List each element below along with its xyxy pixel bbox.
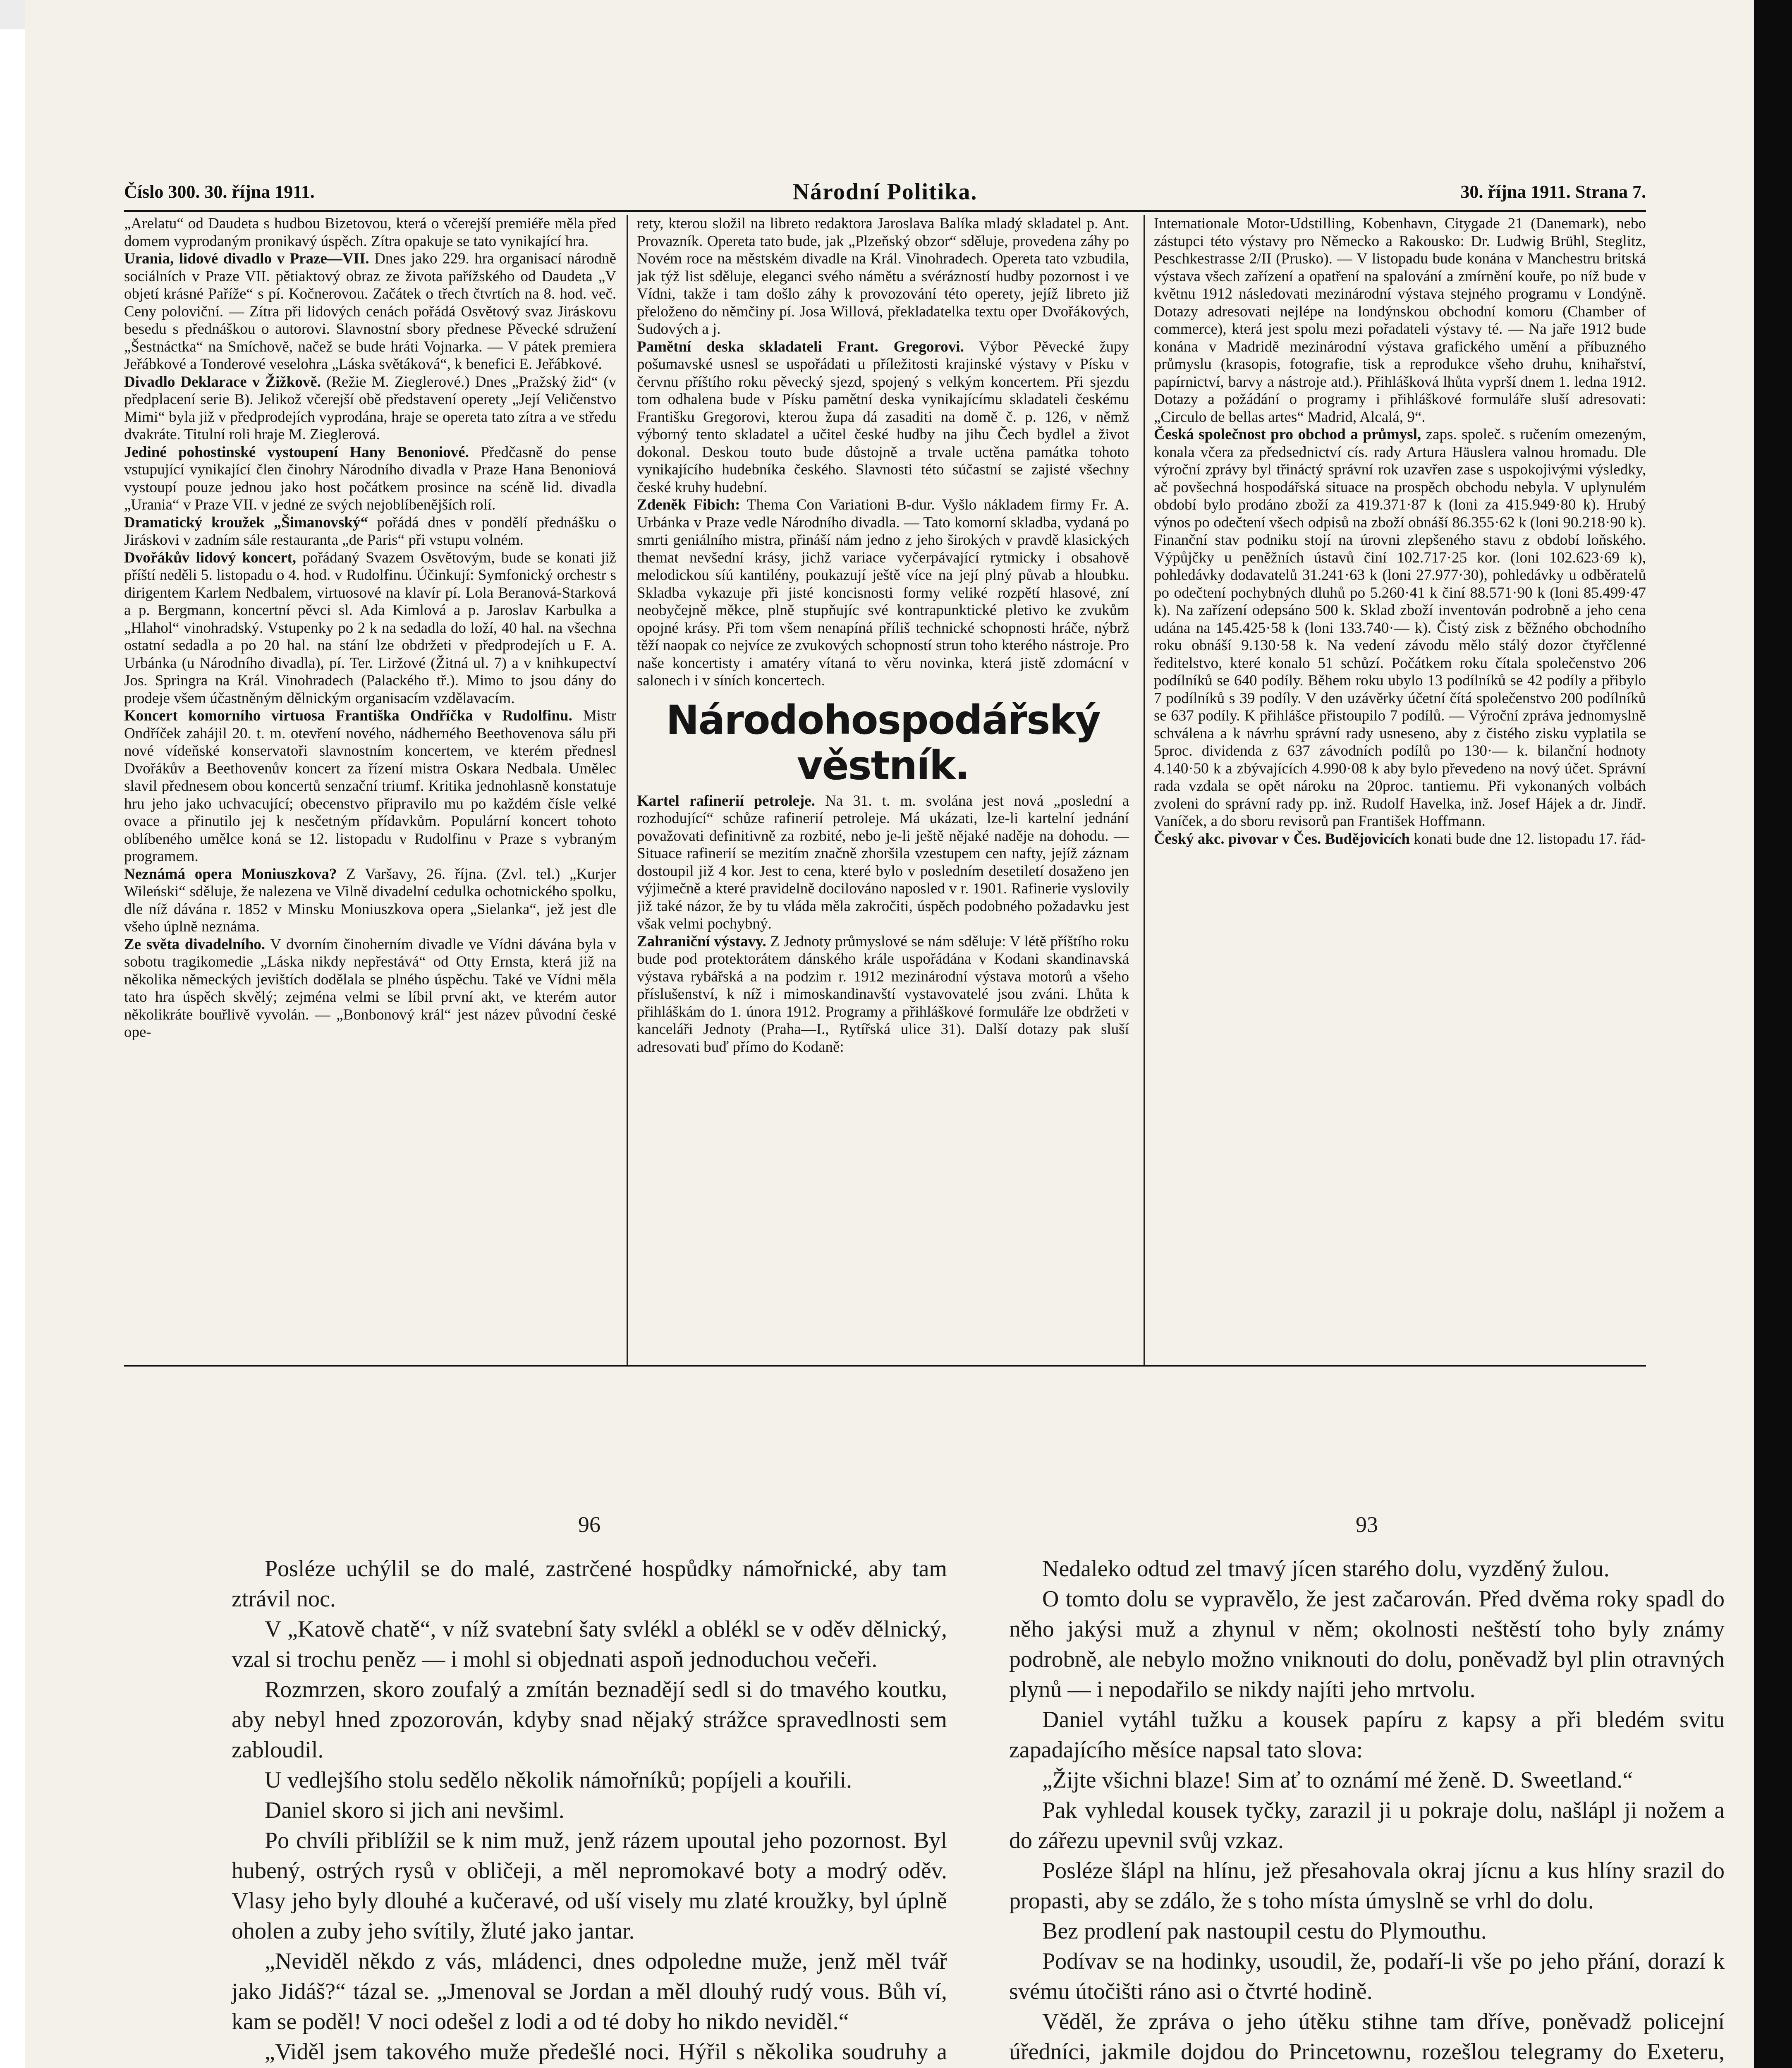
article-text: rety, kterou složil na libreto redaktora Jaroslava Balíka mladý skladatel p. Ant. Provazník. Opereta tato bude, jak „Plzeňský obzor“ sděluje, provedena záhy po Novém roce na městském divadle na Král. Vinohradech. Opereta tato vzbudila, jak týž list sděluje, eleganci svého námětu a svérázností hudby pozornost i ve Vídni, takže i tam došlo záhy k provozování této operety, jejíž libreto již přeloženo do němčiny pí. Josa Willová, překladatelka textu oper Dvořákových, Sudových a j. — [637, 215, 1129, 337]
article-paragraph — [124, 936, 616, 1041]
article-headline: Kartel rafinerií petroleje. — [637, 792, 815, 809]
article-text: konati bude dne 12. listopadu 17. řád- — [1410, 830, 1646, 847]
article-text: „Arelatu“ od Daudeta s hudbou Bizetovou, která o včerejší premiéře měla před domem vyprodaným pronikavý úspěch. Zítra opakuje se tato vynikající hra. — [124, 215, 616, 250]
article-text: zaps. společ. s ručením omezeným, konala včera za předsednictví cís. rady Artura Häuslera valnou hromadu. Dle výroční zprávy byl třináctý správní rok uzavřen zase s uspokojivými výsledky, ač povšechná hospodářská situace na prospěch obchodu nebyla. V uplynulém období bylo prodáno zboží za 419.371·87 k (loni za 415.949·80 k). Hrubý výnos po odečtení všech odpisů na zboží obnáší 86.355·62 k (loni 90.218·90 k). Finanční stav podniku stojí na úrovni zlepšeného stavu z období loňského. Výpůjčky u peněžních ústavů činí 102.717·25 kor. (loni 102.623·69 k), pohledávky dodavatelů 31.241·63 k (loni 27.977·30), pohledávky u odběratelů po odečtení pochybných dluhů po 5.260·41 k činí 88.571·90 k (loni 85.499·47 k). Na zařízení odepsáno 500 k. Sklad zboží inventován podrobně a jeho cena udána na 145.425·58 k (loni 133.740·— k). Čistý zisk z běžného obchodního roku obnáší 9.130·58 k. Na vedení závodu mělo stálý dozor čtyřčlenné ředitelstvo, které konalo 51 schůzí. Počátkem roku čítala společenstvo 206 podílníků se 640 podíly. Během roku ubylo 13 podílníků se 42 podíly a přibylo 7 podílníků s 39 podíly. V den uzávěrky účetní čítá společenstvo 200 podílníků se 637 podíly. K přihlášce přistoupilo 7 podílů. — Výroční zpráva jednomyslně schválena a k návrhu správní rady usneseno, aby z čistého zisku vyplatila se 5proc. dividenda z 637 závodních podílů po 130·— k. bilanční hodnoty 4.140·50 k a zbývajících 4.990·08 k aby bylo převedeno na nový účet. Správní rada vzdala se opět nároku na 20proc. tantiemu. Při vykonaných volbách zvoleni do správní rady pp. inž. Rudolf Havelka, inž. Josef Hájek a dr. Jindř. Vaníček, a do sboru revisorů pan František Hoffmann. — [1154, 426, 1646, 830]
article-headline: Jediné pohostinské vystoupení Hany Benoniové. — [124, 443, 469, 461]
novel-paragraph: Pak vyhledal kousek tyčky, zarazil ji u pokraje dolu, našlápl ji nožem a do zářezu upevnil svůj vzkaz. — [1009, 1798, 1725, 1853]
newspaper-title: Národní Politika. — [792, 179, 978, 205]
article-headline: Koncert komorního virtuosa Františka Ondříčka v Rudolfinu. — [124, 707, 572, 724]
article-text: Thema Con Variationi B-dur. Vyšlo nákladem firmy Fr. A. Urbánka v Praze vedle Národního divadla. — Tato komorní skladba, vydaná po smrti geniálního mistra, přináší nám jedno z jeho širokých v pravdě klasických themat nevšední krásy, jichž variace vyčerpávající rytmicky i obsahově melodickou síú kantilény, poukazují ještě více na její plný půvab a hloubku. Skladba vykazuje při jisté koncisnosti formy veliké rozpětí hlasové, zní neobyčejně měkce, plně stupňujíc své kontrapunktické pletivo ke zvukům opojné krásy. Při tom všem nenapíná příliš technické schopnosti hráče, nýbrž těží naopak co nejvíce ze zvukových schopností strun toho kterého nástroje. Pro naše koncertisty i amatéry vítaná to věru novinka, která jistě zdomácní v salonech i v síních koncertech. — [637, 496, 1129, 689]
novel-paragraph: Bez prodlení pak nastoupil cestu do Plymouthu. — [1042, 1918, 1487, 1944]
column-1 — [124, 215, 616, 1365]
scan-edge-strip — [1754, 0, 1792, 2068]
novel-page-right — [1009, 1510, 1725, 2068]
article-text: Dnes jako 229. hra organisací národně sociálních v Praze VII. pětiaktový obraz ze života pařížského od Daudeta „V objetí krásné Paříže“ s pí. Kočnerovou. Začátek o třech čtvrtích na 8. hod. več. Ceny poloviční. — Zítra při lidových cenách pořádá Osvětový svaz Jiráskovu besedu s přednáškou o autorovi. Slavnostní sbory přednese Pěvecké sdružení „Šestnáctka“ na Smíchově, načež se bude hráti Vojnarka. — V pátek premiera Jeřábkové a Tonderové veselohra „Láska světáková“, k benefici E. Jeřábkové. — [124, 250, 616, 373]
novel-page-left — [232, 1510, 947, 2068]
article-headline: Neznámá opera Moniuszkova? — [124, 865, 337, 883]
header-page-number: 30. října 1911. Strana 7. — [1460, 182, 1646, 202]
article-text: pořádá dnes v pondělí přednášku o Jiráskovi v zadním sále restauranta „de Paris“ při vstupu volném. — [124, 514, 616, 548]
article-text: Internationale Motor-Udstilling, Kobenhavn, Citygade 21 (Danemark), nebo zástupci této výstavy pro Německo a Rakousko: Dr. Ludwig Brühl, Steglitz, Peschkestrasse 2/II (Prusko). — V listopadu bude konána v Manchestru britská výstava všech zařízení a opatření na spalování a zmírnění kouře, po níž bude v květnu 1912 následovati mezinárodní výstava stejného programu v Londýně. Dotazy adresovati nejlépe na londýnskou obchodní komoru (Chamber of commerce), která jest spolu mezi pořadateli výstavy té. — Na jaře 1912 bude konána v Madridě mezinárodní výstava grafického umění a příbuzného průmyslu (krasopis, fotografie, tisk a reprodukce všeho druhu, knihařství, papírnictví, barvy a nástroje atd.). Přihlášková lhůta vyprší dnem 1. ledna 1912. Dotazy a požádání o programy i přihláškové formuláře sluší adresovati: „Circulo de bellas artes“ Madrid, Alcalá, 9“. — [1154, 215, 1646, 426]
article-paragraph — [637, 338, 1129, 497]
header-rule — [124, 210, 1646, 212]
novel-paragraph: Po chvíli přiblížil se k nim muž, jenž rázem upoutal jeho pozornost. Byl hubený, ostrých rysů v obličeji, a měl nepromokavé boty a modrý oděv. Vlasy jeho byly dlouhé a kučeravé, od uší visely mu zlaté kroužky, byl úplně oholen a zuby jeho svítily, žluté jako jantar. — [232, 1828, 947, 1944]
novel-paragraph: O tomto dolu se vypravělo, že jest začarován. Před dvěma roky spadl do něho jakýsi muž a zhynul v něm; okolnosti neštěstí toho byly známy podrobně, ale nebylo možno vniknouti do dolu, poněvadž byl plin otravných plynů — i nepodařilo se nikdy najíti jeho mrtvolu. — [1009, 1586, 1725, 1702]
article-headline: Ze světa divadelního. — [124, 936, 266, 953]
article-paragraph — [1154, 831, 1646, 848]
novel-paragraph: V „Katově chatě“, v níž svatební šaty svlékl a oblékl se v oděv dělnický, vzal si trochu peněz — i mohl si objednati aspoň jednoduchou večeři. — [232, 1616, 947, 1672]
column-divider — [1144, 215, 1145, 1365]
novel-paragraph: U vedlejšího stolu sedělo několik námořníků; popíjeli a kouřili. — [265, 1767, 852, 1793]
column-divider — [627, 215, 628, 1365]
article-text: Z Varšavy, 26. října. (Zvl. tel.) „Kurjer Wileński“ sděluje, že nalezena ve Vilně divadelní cedulka ochotnického spolku, dle níž dávána r. 1852 v Minsku Moniuszkova opera „Sielanka“, jež jest dle všeho úplně neznáma. — [124, 865, 616, 935]
novel-paragraph: „Neviděl někdo z vás, mládenci, dnes odpoledne muže, jenž měl tvář jako Jidáš?“ tázal se. „Jmenoval se Jordan a měl dlouhý rudý vous. Bůh ví, kam se poděl! V noci odešel z lodi a od té doby ho nikdo neviděl.“ — [232, 1948, 947, 2034]
columns-bottom-rule — [124, 1365, 1646, 1367]
novel-paragraph: „Žijte všichni blaze! Sim ať to oznámí mé ženě. D. Sweetland.“ — [1042, 1767, 1633, 1793]
novel-paragraph: Rozmrzen, skoro zoufalý a zmítán beznadějí sedl si do tmavého koutku, aby nebyl hned zpozorován, kdyby snad nějaký strážce spravedlnosti sem zabloudil. — [232, 1677, 947, 1763]
article-paragraph — [124, 250, 616, 373]
article-headline: Divadlo Deklarace v Žižkově. — [124, 373, 321, 390]
article-paragraph — [637, 792, 1129, 933]
article-text: V dvorním činoherním divadle ve Vídni dávána byla v sobotu tragikomedie „Láska nikdy nepřestává“ od Otty Ernsta, která již na několika německých jevištích dodělala se plného úspěchu. Také ve Vídni měla tato hra úspěch skvělý; zejména velmi se líbil první akt, ve kterém autor několikráte bouřlivě vyvolán. — „Bonbonový král“ jest název původní české ope- — [124, 936, 616, 1041]
novel-paragraph: Daniel skoro si jich ani nevšiml. — [265, 1798, 565, 1823]
header-issue-date: Číslo 300. 30. října 1911. — [124, 182, 315, 202]
article-headline: Pamětní deska skladateli Frant. Gregorovi. — [637, 338, 964, 355]
article-paragraph — [124, 707, 616, 866]
article-text: pořádaný Svazem Osvětovým, bude se konati již příští neděli 5. listopadu o 4. hod. v Rudolfinu. Účinkují: Symfonický orchestr s dirigentem Karlem Nedbalem, virtuosové na klavír pí. Lola Beranová-Starková a p. Bergmann, koncertní pěvci sl. Ada Kimlová a p. Jaroslav Karbulka a „Hlahol“ vinohradský. Vstupenky po 2 k na sedadla do loží, 40 hal. na všechna ostatní sedadla a po 20 hal. na stání lze obdržeti v předprodejích u F. A. Urbánka (u Národního divadla), pí. Ter. Liržové (Žitná ul. 7) a v knihkupectví Jos. Springra na Král. Vinohradech (Palackého tř.). Mimo to jsou dány do prodeje všem účastněným dělnickým organisacím vzdělavacím. — [124, 549, 616, 707]
novel-paragraph: Věděl, že zpráva o jeho útěku stihne tam dříve, poněvadž policejní úředníci, jakmile dojdou do Princetownu, rozešlou telegramy do Exeteru, — [1009, 2009, 1725, 2065]
column-2 — [637, 215, 1129, 1365]
article-paragraph — [124, 514, 616, 549]
article-text: Mistr Ondříček zahájil 20. t. m. otevření nového, nádherného Beethovenova sálu při nové vídeňské konservatoři slavnostním koncertem, ve kterém přednesl Dvořákův a Beethovenův koncert za řízení mistra Oskara Nedbala. Umělec slavil přednesem obou koncertů senzační triumf. Kritika jednohlasně konstatuje hru jeho jako uchvacující; obecenstvo připravilo mu po každém čísle velké ovace a přinutilo jej k nesčetným přídavkům. Populární koncert tohoto oblíbeného umělce koná se 12. listopadu v Rudolfinu v Praze s vybraným programem. — [124, 707, 616, 865]
article-headline: Česká společnost pro obchod a průmysl, — [1154, 426, 1421, 443]
novel-page-number: 93 — [1356, 1512, 1378, 1537]
column-3 — [1154, 215, 1646, 1365]
article-text: (Režie M. Zieglerové.) Dnes „Pražský žid“ (v předplacení serie B). Jelikož včerejší obě představení operety „Její Veličenstvo Mimi“ byla již v předprodejích vyprodána, hraje se opereta tato zítra a ve středu dvakráte. Titulní roli hraje M. Zieglerová. — [124, 373, 616, 443]
article-text: Výbor Pěvecké župy pošumavské usnesl se uspořádati u příležitosti krajinské výstavy v Písku v červnu příštího roku pěvecký sjezd, spojený s velkým koncertem. Při sjezdu tom odhalena bude v Písku pamětní deska vynikajícímu skladateli českému Františku Gregorovi, kterou župa dá zasaditi na domě č. p. 126, v němž výborný tento skladatel a učitel české hudby na jihu Čech bydlel a život dokonal. Deskou touto bude důstojně a trvale uctěna památka tohoto vynikajícího hudebníka českého. Slavnosti této súčastní se zajisté všechny české kruhy hudební. — [637, 338, 1129, 496]
novel-paragraph: Podívav se na hodinky, usoudil, že, podaří-li vše po jeho přání, dorazí k svému útočišti ráno asi o čtvrté hodině. — [1009, 1948, 1725, 2004]
article-paragraph — [124, 444, 616, 514]
article-paragraph — [124, 866, 616, 936]
article-headline: Český akc. pivovar v Čes. Budějovicích — [1154, 830, 1410, 847]
article-text: Z Jednoty průmyslové se nám sděluje: V létě příštího roku bude pod protektorátem dánského krále uspořádána v Kodani skandinavská výstava rybářská a na podzim r. 1912 mezinárodní výstava motorů a všeho příslušenství, k níž i mimoskandinavští vystavovatelé jsou zváni. Lhůta k přihláškám do 1. února 1912. Programy a přihláškové formuláře lze obdržeti v kanceláři Jednoty (Praha—I., Rytířská ulice 31). Další dotazy pak sluší adresovati buď přímo do Kodaně: — [637, 933, 1129, 1056]
newspaper-columns — [124, 215, 1646, 1365]
novel-paragraph: Posléze šlápl na hlínu, jež přesahovala okraj jícnu a kus hlíny srazil do propasti, aby se zdálo, že s toho místa úmyslně se vrhl do dolu. — [1009, 1858, 1725, 1914]
novel-page-number: 96 — [578, 1512, 601, 1537]
article-headline: Zdeněk Fibich: — [637, 496, 740, 513]
article-paragraph — [637, 215, 1129, 338]
page-header — [124, 181, 1646, 210]
article-headline: Dvořákův lidový koncert, — [124, 549, 297, 566]
novel-paragraph: Posléze uchýlil se do malé, zastrčené hospůdky námořnické, aby tam ztrávil noc. — [232, 1556, 947, 1612]
section-title: Národohospodářský věstník. — [666, 697, 1100, 789]
article-text: Na 31. t. m. svolána jest nová „poslední a rozhodující“ schůze rafinerií petroleje. Má ukázati, lze-li kartelní jednání považovati definitivně za rozbité, nebo je-li ještě nějaké naděje na dohodu. — Situace rafinerií se mezitím značně zhoršila vzestupem cen nafty, jejíž záznam dostoupil již 4 kor. Jest to cena, které bylo v posledním desetiletí dosaženo jen výjimečně a které pravidelně docilováno naposled v r. 1901. Rafinerie vyslovily již také názor, že by tu vláda měla zakročiti, úspěch podobného požadavku jest však velmi pochybný. — [637, 792, 1129, 932]
article-paragraph — [637, 933, 1129, 1056]
article-paragraph — [1154, 426, 1646, 831]
article-headline: Urania, lidové divadlo v Praze—VII. — [124, 250, 369, 267]
novel-paragraph: Daniel vytáhl tužku a kousek papíru z kapsy a při bledém svitu zapadajícího měsíce napsal tato slova: — [1009, 1707, 1725, 1763]
article-paragraph — [124, 373, 616, 444]
novel-paragraph: „Viděl jsem takového muže předešlé noci. Hýřil s několika soudruhy a — [265, 2039, 947, 2065]
article-paragraph — [637, 496, 1129, 690]
article-text: Předčasně do pense vstupující vynikající člen činohry Národního divadla v Praze Hana Benoniová vystoupí pouze jednou jako host počátkem prosince na scéně lid. divadla „Urania“ v Praze VII. v jedné ze svých nejoblíbenějších rolí. — [124, 443, 616, 513]
novel-paragraph: Nedaleko odtud zel tmavý jícen starého dolu, vyzděný žulou. — [1042, 1556, 1610, 1582]
article-headline: Dramatický kroužek „Šimanovský“ — [124, 514, 368, 531]
article-paragraph — [124, 549, 616, 708]
article-headline: Zahraniční výstavy. — [637, 933, 766, 950]
article-paragraph — [124, 215, 616, 250]
article-paragraph — [1154, 215, 1646, 426]
